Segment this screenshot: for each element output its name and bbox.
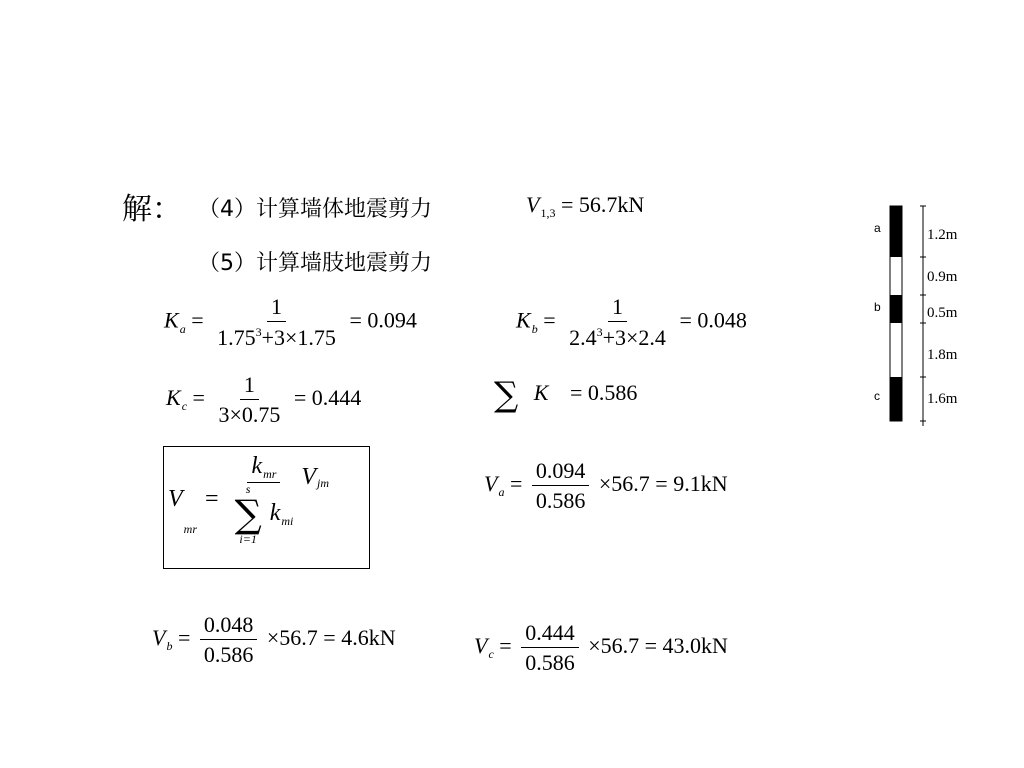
step-4-title: （4）计算墙体地震剪力: [198, 197, 432, 222]
ka-sub: a: [179, 321, 186, 336]
va-fraction: [532, 460, 590, 512]
dim-label-0: 1.2m: [927, 227, 958, 243]
pier-a: [890, 206, 902, 257]
kb-result: 0.048: [697, 307, 747, 333]
vc-denominator: 0.586: [525, 650, 575, 675]
v13-rhs: 56.7kN: [578, 192, 645, 217]
vc-numerator: 0.444: [521, 622, 579, 648]
vb-mult: ×56.7: [266, 625, 318, 651]
ka-denominator: [213, 322, 340, 349]
vc-sub: c: [488, 647, 494, 662]
solution-label: 解：: [122, 192, 182, 227]
dim-label-4: 1.6m: [927, 391, 958, 407]
vb-var: V: [152, 625, 166, 651]
v13-sub: 1,3: [540, 206, 556, 220]
dim-label-3: 1.8m: [927, 347, 958, 363]
kc-denominator: 3×0.75: [218, 402, 281, 427]
formula-vmr: V mr = $k_{mr}$ s ∑ i=1 $k_{mi}$ V $_{jm}$: [168, 453, 330, 546]
kb-denominator: [565, 322, 670, 349]
pier-b: [890, 295, 902, 323]
equation-ka: $K_a$ = $\frac{1}{1.75^3+3\times 1.75}$ = 0.094: [164, 294, 417, 350]
formula-num-var: k: [251, 453, 263, 479]
vb-denominator: 0.586: [203, 642, 254, 667]
wall-diagram: [868, 200, 978, 430]
vc-result: 43.0kN: [662, 633, 728, 659]
equation-kc: $K_c$ = $\frac{1}{3\times 0.75}$ = 0.444: [166, 372, 362, 427]
sum-k-var: K: [533, 380, 549, 406]
vc-fraction: [521, 622, 579, 674]
kc-result: 0.444: [311, 385, 362, 411]
ka-den-pow: 3: [255, 325, 262, 339]
kb-den-rest: +3×2.4: [602, 325, 666, 350]
sum-k-result: 0.586: [587, 380, 638, 406]
ka-var: K: [164, 307, 179, 333]
equation-vc: $V_c$ = $\frac{0.444}{0.586}$ ×56.7 = 43.0kN: [474, 620, 728, 675]
pier-label-c: c: [874, 389, 880, 403]
ka-result: 0.094: [367, 307, 417, 333]
formula-sum-bottom: i=1: [239, 532, 257, 546]
va-denominator: 0.586: [535, 488, 586, 513]
pier-c: [890, 377, 902, 421]
formula-numerator: [247, 454, 280, 483]
ka-den-base: 1.75: [217, 325, 256, 350]
kb-var: K: [516, 307, 531, 333]
equation-va: $V_a$ = $\frac{0.094}{0.586}$ ×56.7 = 9.1kN: [484, 458, 728, 513]
kc-var: K: [166, 385, 181, 411]
kb-sub: b: [531, 321, 538, 336]
vc-var: V: [474, 633, 488, 659]
formula-rhs: V: [301, 463, 317, 490]
equation-vb: $V_b$ = $\frac{0.048}{0.586}$ ×56.7 = 4.6kN: [152, 612, 396, 667]
vb-result: 4.6kN: [341, 625, 396, 651]
va-mult: ×56.7: [598, 471, 650, 497]
formula-sum: [235, 483, 262, 545]
va-result: 9.1kN: [673, 471, 728, 497]
formula-num-sub: mr: [263, 467, 277, 481]
formula-rhs-sub: jm: [317, 475, 330, 490]
vb-sub: b: [166, 639, 173, 654]
kc-fraction: [214, 374, 284, 426]
sum-symbol: ∑: [494, 375, 519, 415]
equation-kb: $K_b$ = $\frac{1}{2.4^3+3\times 2.4}$ = 0.048: [516, 294, 747, 350]
formula-sum-top: s: [245, 482, 251, 496]
kb-den-pow: 3: [596, 325, 603, 339]
kc-sub: c: [181, 399, 188, 414]
pier-label-b: b: [874, 300, 881, 314]
kb-fraction: [565, 296, 670, 349]
ka-fraction: [213, 296, 340, 349]
formula-fraction: [231, 454, 298, 545]
formula-denominator: [231, 483, 298, 545]
vb-fraction: [200, 614, 258, 666]
pier-label-a: a: [874, 221, 881, 235]
v13-var: V: [526, 192, 540, 217]
va-sub: a: [498, 485, 505, 500]
ka-den-rest: +3×1.75: [261, 325, 336, 350]
va-var: V: [484, 471, 498, 497]
formula-sum-symbol: ∑: [234, 492, 262, 536]
equation-sum-k: ∑ K = 0.586: [494, 375, 638, 415]
equation-v13: $V_{1,3} = 56.7kN$: [526, 192, 645, 220]
vc-mult: ×56.7: [588, 633, 640, 659]
formula-den-sub: mi: [281, 514, 294, 528]
dim-label-1: 0.9m: [927, 269, 958, 285]
step-5-title: （5）计算墙肢地震剪力: [198, 251, 432, 276]
formula-den-var: k: [269, 500, 281, 526]
dim-label-2: 0.5m: [927, 305, 958, 321]
va-numerator: 0.094: [532, 460, 590, 486]
vb-numerator: 0.048: [200, 614, 258, 640]
kc-numerator: 1: [240, 374, 259, 400]
formula-lhs-sub: mr: [183, 522, 198, 536]
kb-numerator: 1: [608, 296, 627, 322]
ka-numerator: 1: [267, 296, 286, 322]
kb-den-base: 2.4: [569, 325, 597, 350]
formula-lhs: V: [168, 485, 183, 512]
